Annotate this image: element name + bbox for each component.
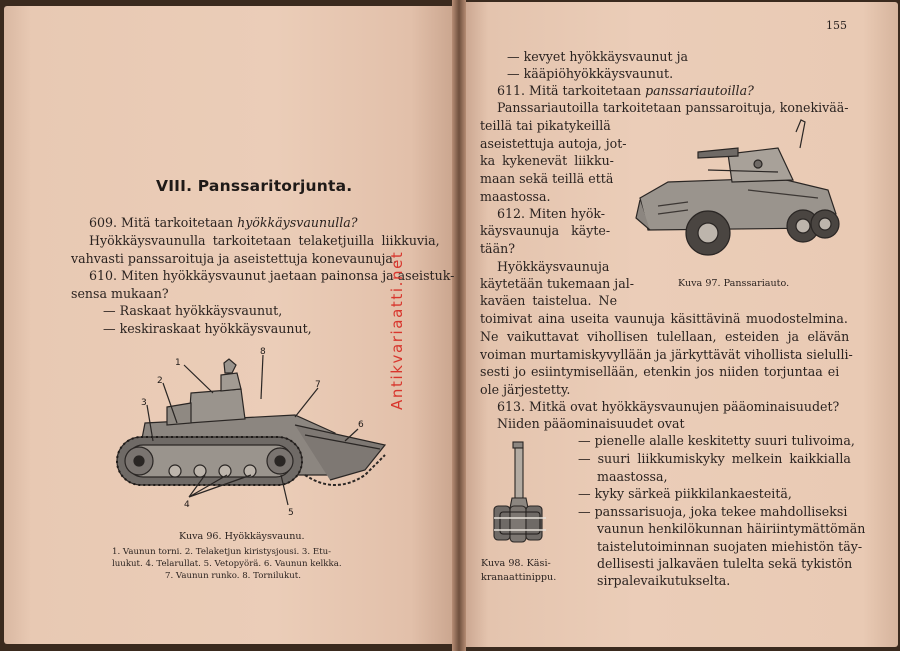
book-gutter — [452, 0, 466, 651]
list-item: — panssarisuoja, joka tekee mahdolliseksi — [578, 504, 848, 519]
figure-96-caption: Kuva 96. Hyökkäysvaunu. — [179, 531, 305, 542]
tank-illustration — [105, 345, 405, 525]
wrap-line: kaväen taistelua. Ne — [480, 293, 618, 308]
body-line: Panssariautoilla tarkoitetaan panssaroituja, konekivää- — [497, 100, 849, 115]
page-number: 155 — [826, 19, 847, 32]
list-item-cont: taistelutoiminnan suojaten miehistön täy- — [597, 539, 863, 554]
list-item: — kevyet hyökkäysvaunut ja — [507, 49, 689, 64]
question-609-term: hyökkäysvaunulla? — [237, 215, 358, 230]
figure-96-legend-line: 1. Vaunun torni. 2. Telaketjun kiristysjousi. 3. Etu- — [112, 547, 332, 557]
callout-3: 3 — [141, 398, 147, 408]
list-item: — suuri liikkumiskyky melkein kaikkialla — [578, 451, 851, 466]
callout-8: 8 — [260, 347, 266, 357]
question-609-text: 609. Mitä tarkoitetaan — [89, 215, 238, 230]
question-613: 613. Mitkä ovat hyökkäysvaunujen pääominaisuudet? — [497, 399, 840, 414]
wrap-line: teillä tai pikatykeillä — [480, 118, 611, 133]
wrap-line: maastossa. — [480, 189, 551, 204]
body-line: sesti jo esiintymisellään, etenkin jos niiden torjuntaa ei — [480, 364, 840, 379]
body-line: vahvasti panssaroituja ja aseistettuja konevaunuja. — [71, 251, 397, 266]
wrap-line: maan sekä teillä että — [480, 171, 614, 186]
question-611-term: panssariautoilla? — [645, 83, 754, 98]
body-line: Hyökkäysvaunulla tarkoitetaan telaketjuilla liikkuvia, — [89, 233, 440, 248]
list-item-cont: dellisesti jalkaväen tulelta sekä tykistön — [597, 556, 853, 571]
figure-97-caption: Kuva 97. Panssariauto. — [678, 278, 790, 289]
armored-car-illustration — [628, 118, 848, 268]
wrap-line: aseistettuja autoja, jot- — [480, 136, 627, 151]
figure-98-caption: Kuva 98. Käsi- — [481, 558, 551, 569]
list-item-cont: vaunun henkilökunnan häiriintymättömän — [597, 521, 866, 536]
body-line: sensa mukaan? — [71, 286, 169, 301]
question-611-text: 611. Mitä tarkoitetaan — [497, 83, 646, 98]
body-line: Niiden pääominaisuudet ovat — [497, 416, 685, 431]
watermark-stamp: Antikvariaatti.net — [388, 250, 406, 410]
wrap-line: käytetään tukemaan jal- — [480, 276, 634, 291]
question-610: 610. Miten hyökkäysvaunut jaetaan painonsa ja aseistuk- — [89, 268, 455, 283]
wrap-line: ka kykenevät liikku- — [480, 153, 614, 168]
wrap-line: Hyökkäysvaunuja — [497, 259, 610, 274]
body-line: voiman murtamiskyvyllään ja järkyttävät vihollista sielulli- — [480, 347, 853, 362]
wrap-line: käysvaunuja käyte- — [480, 223, 611, 238]
grenade-bundle-illustration — [488, 440, 558, 550]
callout-6: 6 — [358, 420, 364, 430]
list-item: — keskiraskaat hyökkäysvaunut, — [103, 321, 312, 336]
body-line: ole järjestetty. — [480, 382, 571, 397]
callout-5: 5 — [288, 508, 294, 518]
list-item: — pienelle alalle keskitetty suuri tulivoima, — [578, 433, 855, 448]
question-611 — [497, 82, 754, 99]
chapter-title: VIII. Panssaritorjunta. — [156, 177, 353, 195]
body-line: toimivat aina useita vaunuja käsittävinä muodostelmina. — [480, 311, 848, 326]
list-item: — kääpiöhyökkäysvaunut. — [507, 66, 674, 81]
list-item: — kyky särkeä piikkilankaesteitä, — [578, 486, 792, 501]
question-609 — [89, 214, 358, 231]
question-612: 612. Miten hyök- — [497, 206, 606, 221]
callout-7: 7 — [315, 380, 321, 390]
figure-96-legend-line: 7. Vaunun runko. 8. Tornilukut. — [165, 571, 301, 581]
callout-4: 4 — [184, 500, 190, 510]
callout-2: 2 — [157, 376, 163, 386]
body-line: Ne vaikuttavat vihollisen tulellaan, esteiden ja elävän — [480, 329, 850, 344]
wrap-line: tään? — [480, 241, 515, 256]
list-item-cont: sirpalevaikutukselta. — [597, 573, 731, 588]
figure-96-legend-line: luukut. 4. Telarullat. 5. Vetopyörä. 6. Vaunun kelkka. — [112, 559, 342, 569]
list-item-cont: maastossa, — [597, 469, 668, 484]
figure-98-caption: kranaattinippu. — [481, 572, 557, 583]
callout-1: 1 — [175, 358, 181, 368]
list-item: — Raskaat hyökkäysvaunut, — [103, 303, 283, 318]
